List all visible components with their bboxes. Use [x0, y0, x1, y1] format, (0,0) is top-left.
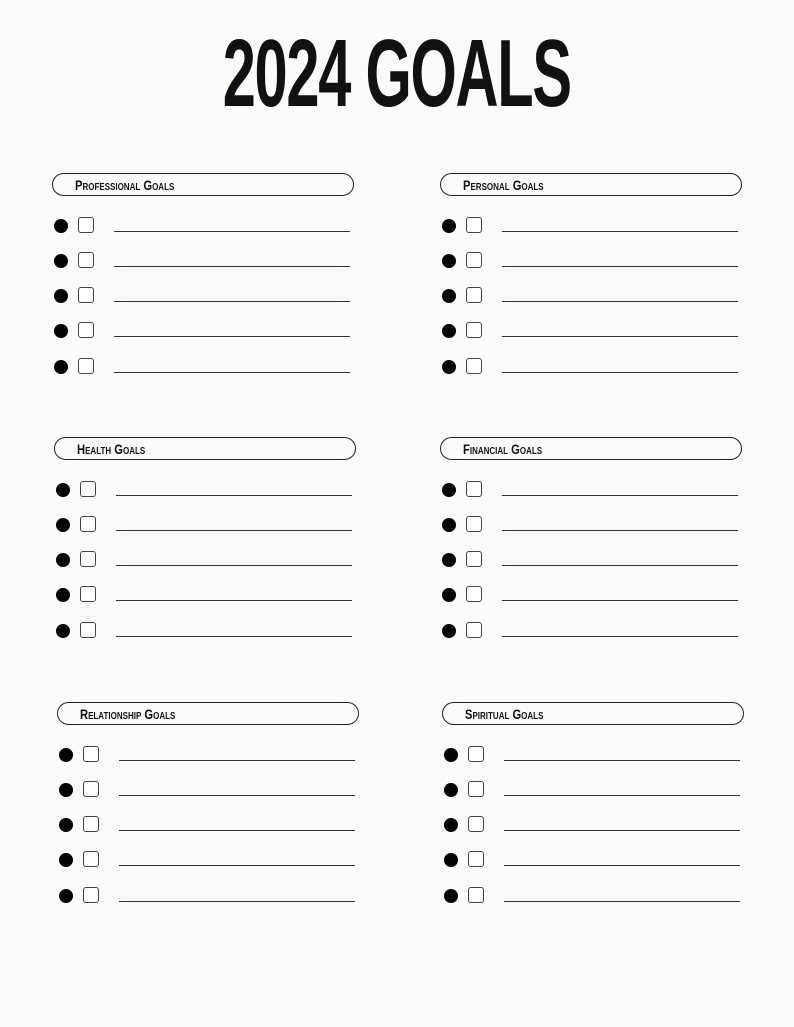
goal-section — [442, 702, 744, 725]
goal-checkbox[interactable] — [80, 481, 96, 497]
goal-write-line[interactable] — [504, 760, 740, 761]
goal-row — [52, 250, 354, 270]
goal-checkbox[interactable] — [78, 322, 94, 338]
bullet-icon — [54, 324, 68, 338]
goal-write-line[interactable] — [116, 600, 352, 601]
goal-checkbox[interactable] — [80, 516, 96, 532]
bullet-icon — [59, 889, 73, 903]
goal-write-line[interactable] — [502, 372, 738, 373]
bullet-icon — [59, 853, 73, 867]
bullet-icon — [442, 553, 456, 567]
goal-write-line[interactable] — [504, 795, 740, 796]
goal-write-line[interactable] — [114, 231, 350, 232]
bullet-icon — [59, 818, 73, 832]
goal-write-line[interactable] — [119, 865, 355, 866]
goal-checkbox[interactable] — [466, 287, 482, 303]
goal-write-line[interactable] — [502, 530, 738, 531]
goal-row — [54, 549, 356, 569]
section-title: Health Goals — [77, 441, 146, 457]
goal-write-line[interactable] — [116, 495, 352, 496]
bullet-icon — [56, 588, 70, 602]
bullet-icon — [442, 324, 456, 338]
goal-write-line[interactable] — [116, 565, 352, 566]
goal-write-line[interactable] — [114, 266, 350, 267]
goal-row — [442, 779, 744, 799]
goal-checkbox[interactable] — [83, 887, 99, 903]
bullet-icon — [59, 748, 73, 762]
bullet-icon — [54, 254, 68, 268]
goal-checkbox[interactable] — [468, 781, 484, 797]
goal-row — [440, 285, 742, 305]
bullet-icon — [444, 853, 458, 867]
goal-write-line[interactable] — [119, 830, 355, 831]
goal-write-line[interactable] — [504, 901, 740, 902]
goal-row — [440, 549, 742, 569]
bullet-icon — [442, 588, 456, 602]
goal-row — [54, 479, 356, 499]
goal-section — [440, 173, 742, 196]
goal-write-line[interactable] — [502, 565, 738, 566]
goal-write-line[interactable] — [502, 495, 738, 496]
goal-write-line[interactable] — [502, 231, 738, 232]
goal-row — [52, 215, 354, 235]
goal-write-line[interactable] — [114, 372, 350, 373]
bullet-icon — [442, 219, 456, 233]
goal-row — [52, 285, 354, 305]
goal-checkbox[interactable] — [78, 217, 94, 233]
bullet-icon — [442, 254, 456, 268]
bullet-icon — [442, 518, 456, 532]
bullet-icon — [444, 889, 458, 903]
bullet-icon — [442, 360, 456, 374]
goal-row — [57, 779, 359, 799]
goal-write-line[interactable] — [116, 530, 352, 531]
goal-row — [57, 814, 359, 834]
bullet-icon — [54, 219, 68, 233]
goal-checkbox[interactable] — [78, 252, 94, 268]
section-header — [440, 437, 742, 460]
goal-section — [54, 437, 356, 460]
bullet-icon — [59, 783, 73, 797]
goal-row — [442, 744, 744, 764]
goal-checkbox[interactable] — [466, 622, 482, 638]
bullet-icon — [444, 818, 458, 832]
section-title: Relationship Goals — [80, 706, 176, 722]
goal-checkbox[interactable] — [83, 816, 99, 832]
goal-checkbox[interactable] — [466, 322, 482, 338]
goal-write-line[interactable] — [114, 336, 350, 337]
goal-row — [57, 744, 359, 764]
goal-checkbox[interactable] — [83, 781, 99, 797]
goal-checkbox[interactable] — [466, 217, 482, 233]
goal-write-line[interactable] — [119, 901, 355, 902]
goal-write-line[interactable] — [504, 865, 740, 866]
bullet-icon — [56, 553, 70, 567]
goal-write-line[interactable] — [502, 636, 738, 637]
goal-row — [52, 356, 354, 376]
bullet-icon — [56, 483, 70, 497]
goal-checkbox[interactable] — [466, 481, 482, 497]
goal-row — [440, 514, 742, 534]
goal-row — [57, 849, 359, 869]
goal-row — [54, 584, 356, 604]
goal-write-line[interactable] — [116, 636, 352, 637]
section-title: Financial Goals — [463, 441, 543, 457]
goal-row — [57, 885, 359, 905]
section-header — [442, 702, 744, 725]
goal-write-line[interactable] — [504, 830, 740, 831]
goal-write-line[interactable] — [502, 336, 738, 337]
goal-section — [440, 437, 742, 460]
goal-write-line[interactable] — [114, 301, 350, 302]
goal-checkbox[interactable] — [80, 586, 96, 602]
goal-checkbox[interactable] — [468, 887, 484, 903]
bullet-icon — [56, 624, 70, 638]
bullet-icon — [444, 783, 458, 797]
goal-checkbox[interactable] — [80, 551, 96, 567]
section-header — [57, 702, 359, 725]
bullet-icon — [442, 483, 456, 497]
section-title: Professional Goals — [75, 177, 175, 193]
goal-row — [440, 479, 742, 499]
goal-row — [52, 320, 354, 340]
bullet-icon — [444, 748, 458, 762]
goal-row — [440, 215, 742, 235]
goal-write-line[interactable] — [502, 301, 738, 302]
goal-write-line[interactable] — [502, 600, 738, 601]
goal-section — [52, 173, 354, 196]
goal-checkbox[interactable] — [78, 287, 94, 303]
bullet-icon — [54, 360, 68, 374]
goal-row — [440, 620, 742, 640]
goal-row — [54, 620, 356, 640]
goal-row — [442, 885, 744, 905]
goal-checkbox[interactable] — [468, 816, 484, 832]
goal-write-line[interactable] — [502, 266, 738, 267]
section-title: Personal Goals — [463, 177, 544, 193]
goal-checkbox[interactable] — [466, 551, 482, 567]
page-title: 2024 GOALS — [222, 20, 572, 127]
goal-checkbox[interactable] — [78, 358, 94, 374]
goal-row — [440, 356, 742, 376]
bullet-icon — [56, 518, 70, 532]
goal-section — [57, 702, 359, 725]
goal-checkbox[interactable] — [466, 586, 482, 602]
goal-checkbox[interactable] — [468, 746, 484, 762]
goal-checkbox[interactable] — [466, 358, 482, 374]
bullet-icon — [442, 289, 456, 303]
bullet-icon — [442, 624, 456, 638]
goal-row — [54, 514, 356, 534]
goal-row — [440, 250, 742, 270]
bullet-icon — [54, 289, 68, 303]
section-title: Spiritual Goals — [465, 706, 544, 722]
goal-write-line[interactable] — [119, 760, 355, 761]
goal-checkbox[interactable] — [466, 252, 482, 268]
goal-row — [442, 814, 744, 834]
section-header — [440, 173, 742, 196]
goal-row — [440, 320, 742, 340]
section-header — [52, 173, 354, 196]
goal-checkbox[interactable] — [83, 746, 99, 762]
goal-row — [442, 849, 744, 869]
goal-write-line[interactable] — [119, 795, 355, 796]
goal-row — [440, 584, 742, 604]
goal-checkbox[interactable] — [468, 851, 484, 867]
goal-checkbox[interactable] — [466, 516, 482, 532]
goal-checkbox[interactable] — [80, 622, 96, 638]
goal-checkbox[interactable] — [83, 851, 99, 867]
section-header — [54, 437, 356, 460]
